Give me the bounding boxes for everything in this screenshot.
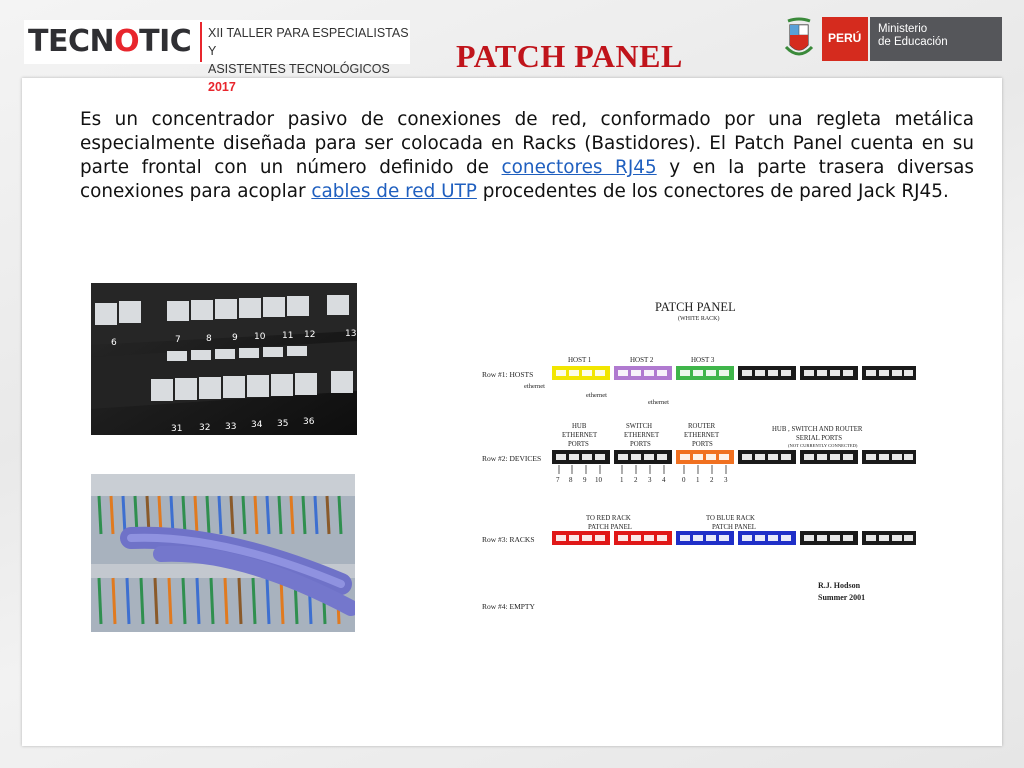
hub-port-number: 9 bbox=[583, 476, 587, 484]
blue-rack-label: TO BLUE RACK bbox=[706, 515, 755, 522]
ethernet-label: ethernet bbox=[524, 383, 545, 390]
hub-port-number: 10 bbox=[595, 476, 602, 484]
description-paragraph: Es un concentrador pasivo de conexiones de red, conformado por una regleta metálica especialmente diseñada para ser colocada en Racks (Bastidores). El Patch Panel cuenta en su parte frontal con un número definido de conectores RJ45 y en la parte trasera diversas conexiones para acoplar cables de red UTP procedentes de los conectores de pared Jack RJ45. bbox=[80, 109, 974, 202]
switch-port-number: 1 bbox=[620, 476, 624, 484]
diagram-author: R.J. Hodson bbox=[818, 581, 861, 590]
row1-label: Row #1: HOSTS bbox=[482, 370, 534, 379]
tecnotic-logo bbox=[24, 20, 410, 94]
hub-port-number: 7 bbox=[556, 476, 560, 484]
port-number: 36 bbox=[303, 417, 315, 427]
red-rack-label: PATCH PANEL bbox=[588, 524, 632, 531]
red-rack-label: TO RED RACK bbox=[586, 515, 631, 522]
patch-panel-diagram bbox=[476, 290, 926, 620]
router-port-number: 0 bbox=[682, 476, 686, 484]
diagram-date: Summer 2001 bbox=[818, 593, 866, 602]
hub-label: HUB bbox=[572, 423, 587, 430]
ethernet-label: ethernet bbox=[648, 399, 669, 406]
ministry-logo bbox=[782, 16, 1002, 62]
patch-panel-front-photo bbox=[91, 283, 357, 435]
serial-label: HUB , SWITCH AND ROUTER bbox=[772, 426, 863, 433]
port-number: 9 bbox=[232, 333, 238, 343]
port-number: 35 bbox=[277, 419, 289, 429]
slide-title: PATCH PANEL bbox=[456, 38, 683, 74]
hub-label: PORTS bbox=[568, 441, 589, 448]
row3-label: Row #3: RACKS bbox=[482, 535, 535, 544]
router-port-number: 1 bbox=[696, 476, 700, 484]
port-number: 7 bbox=[175, 335, 181, 345]
router-label: PORTS bbox=[692, 441, 713, 448]
diagram-subtitle: (WHITE RACK) bbox=[678, 316, 720, 322]
port-number: 31 bbox=[171, 424, 183, 434]
port-number: 34 bbox=[251, 420, 263, 430]
serial-label: (NOT CURRENTLY CONNECTED) bbox=[788, 443, 858, 448]
peru-crest-icon bbox=[782, 17, 816, 61]
port-number: 8 bbox=[206, 334, 212, 344]
hub-port-number: 8 bbox=[569, 476, 573, 484]
hub-label: ETHERNET bbox=[562, 432, 598, 439]
host-label: HOST 2 bbox=[630, 356, 654, 364]
port-number: 32 bbox=[199, 423, 211, 433]
host-label: HOST 1 bbox=[568, 356, 592, 364]
router-label: ROUTER bbox=[688, 423, 716, 430]
switch-port-number: 2 bbox=[634, 476, 638, 484]
link-conectores-rj45[interactable]: conectores RJ45 bbox=[501, 157, 657, 178]
peru-label: PERÚ bbox=[822, 17, 868, 61]
host-label: HOST 3 bbox=[691, 356, 715, 364]
logo-separator bbox=[200, 22, 202, 62]
port-number: 6 bbox=[111, 338, 117, 348]
port-number: 33 bbox=[225, 422, 237, 432]
port-number: 13 bbox=[345, 329, 357, 339]
row3-port-groups bbox=[552, 531, 916, 545]
row2-port-groups bbox=[552, 450, 916, 464]
diagram-title: PATCH PANEL bbox=[655, 300, 736, 314]
patch-panel-rear-wiring-photo bbox=[91, 474, 355, 632]
row1-port-groups bbox=[552, 366, 916, 380]
port-number: 10 bbox=[254, 332, 266, 342]
row4-label: Row #4: EMPTY bbox=[482, 602, 535, 611]
ministry-label: Ministerio de Educación bbox=[870, 17, 1002, 61]
switch-port-number: 3 bbox=[648, 476, 652, 484]
blue-rack-label: PATCH PANEL bbox=[712, 524, 756, 531]
switch-label: PORTS bbox=[630, 441, 651, 448]
link-cables-utp[interactable]: cables de red UTP bbox=[311, 181, 477, 202]
serial-label: SERIAL PORTS bbox=[796, 435, 842, 442]
router-port-number: 3 bbox=[724, 476, 728, 484]
switch-label: ETHERNET bbox=[624, 432, 660, 439]
row2-label: Row #2: DEVICES bbox=[482, 454, 542, 463]
ethernet-label: ethernet bbox=[586, 392, 607, 399]
switch-port-number: 4 bbox=[662, 476, 666, 484]
port-number: 12 bbox=[304, 330, 316, 340]
logo-wordmark: TECNOTIC bbox=[28, 24, 192, 59]
switch-label: SWITCH bbox=[626, 423, 653, 430]
event-name: XII TALLER PARA ESPECIALISTAS Y ASISTENTES TECNOLÓGICOS 2017 bbox=[208, 26, 409, 94]
port-number: 11 bbox=[282, 331, 294, 341]
router-label: ETHERNET bbox=[684, 432, 720, 439]
router-port-number: 2 bbox=[710, 476, 714, 484]
